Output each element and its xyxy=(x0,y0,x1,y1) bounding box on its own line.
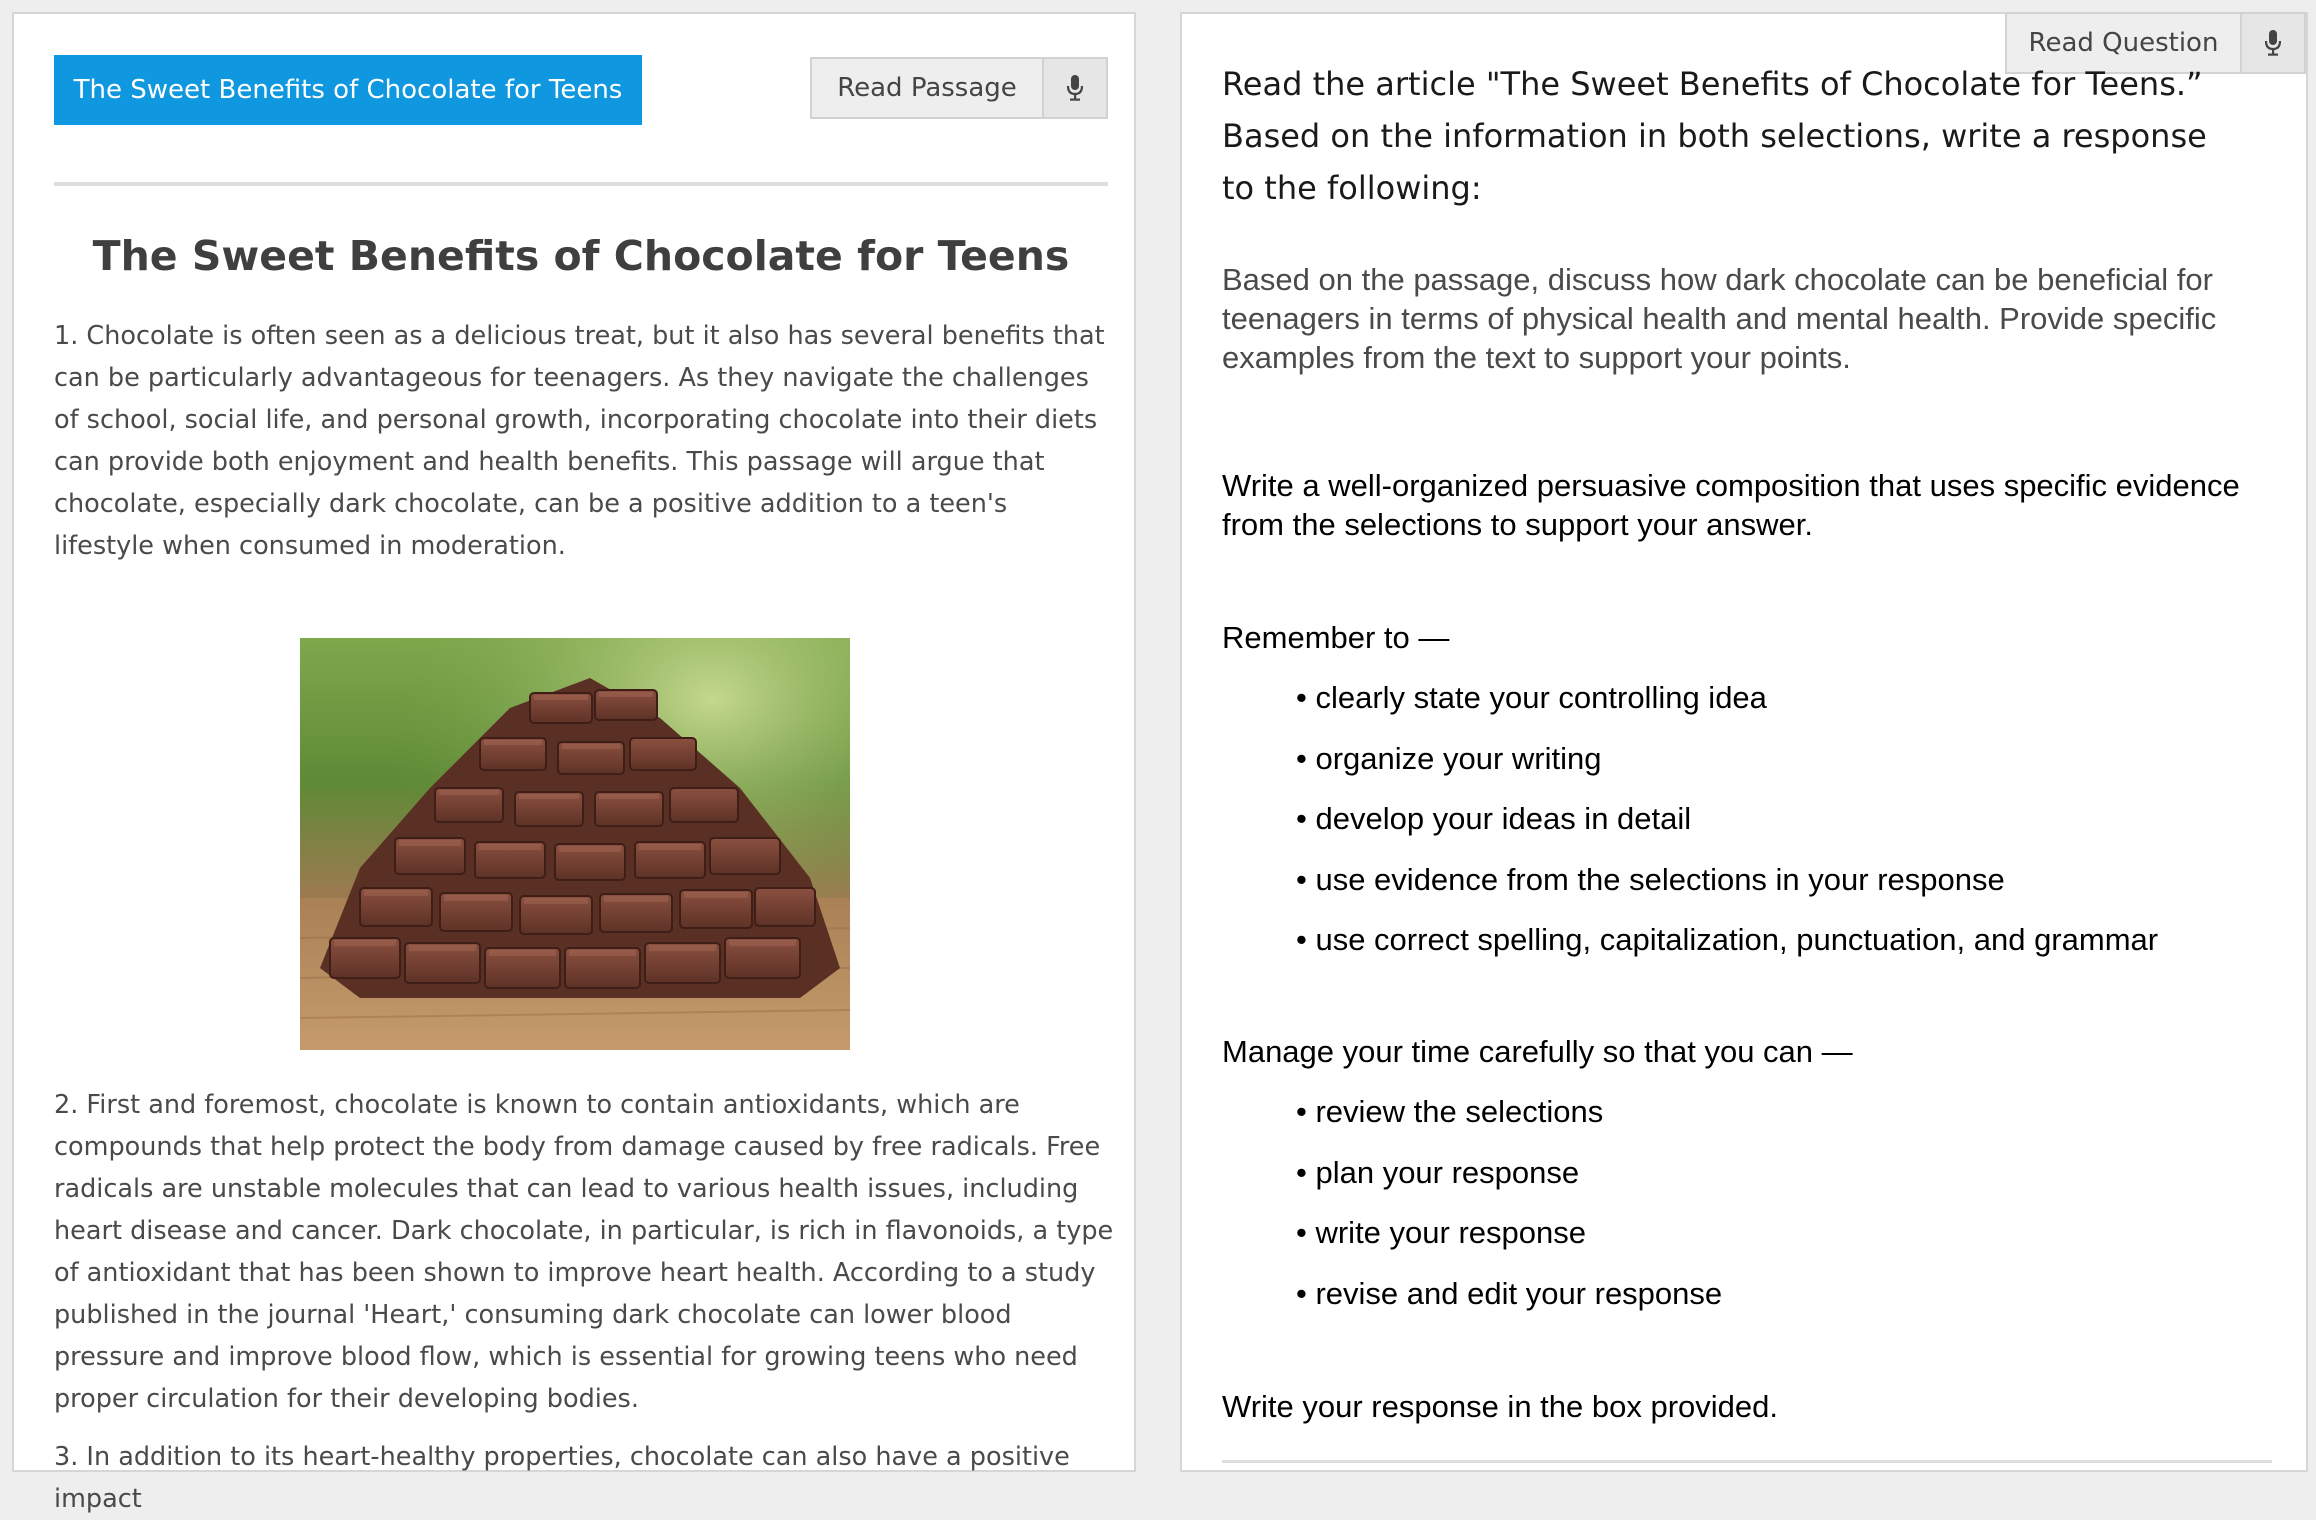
passage-title-tab[interactable]: The Sweet Benefits of Chocolate for Teens xyxy=(54,55,642,125)
passage-heading: The Sweet Benefits of Chocolate for Teens xyxy=(92,232,1070,280)
header-divider xyxy=(54,182,1108,186)
manage-time-heading: Manage your time carefully so that you can — xyxy=(1222,1034,1853,1069)
question-mic-button[interactable] xyxy=(2240,14,2304,72)
question-prompt: Based on the passage, discuss how dark chocolate can be beneficial for teenagers in terms of physical health and mental health. Provide specific examples from the text to support your points. xyxy=(1222,262,2217,375)
question-instructions: Write a well-organized persuasive composition that uses specific evidence from the selections to support your answer. xyxy=(1222,468,2240,542)
chocolate-pile-illustration xyxy=(300,638,850,1050)
list-item: • write your response xyxy=(1296,1215,1586,1250)
passage-paragraph-2: 2. First and foremost, chocolate is known to contain antioxidants, which are compounds that help protect the body from damage caused by free radicals. Free radicals are unstable molecules that can lead to various health issues, including heart disease and cancer. Dark chocolate, in particular, is rich in flavonoids, a type of antioxidant that has been shown to improve heart health. According to a study published in the journal 'Heart,' consuming dark chocolate can lower blood pressure and improve blood flow, which is essential for growing teens who need proper circulation for their developing bodies. xyxy=(54,1090,1114,1414)
question-intro: Read the article "The Sweet Benefits of Chocolate for Teens.” Based on the information in both selections, write a response to the following: xyxy=(1222,65,2207,207)
passage-mic-button[interactable] xyxy=(1042,59,1106,117)
list-item: • use correct spelling, capitalization, punctuation, and grammar xyxy=(1296,922,2159,957)
remember-list xyxy=(1296,678,2158,981)
passage-paragraph-1: 1. Chocolate is often seen as a delicious treat, but it also has several benefits that can be particularly advantageous for teenagers. As they navigate the challenges of school, social life, and personal growth, incorporating chocolate into their diets can provide both enjoyment and health benefits. This passage will argue that chocolate, especially dark chocolate, can be a positive addition to a teen's lifestyle when consumed in moderation. xyxy=(54,321,1105,561)
manage-time-list xyxy=(1296,1092,1722,1334)
list-item: • clearly state your controlling idea xyxy=(1296,680,1767,715)
response-box-top-border xyxy=(1222,1460,2272,1463)
read-passage-button[interactable]: Read Passage xyxy=(812,59,1042,117)
list-item: • revise and edit your response xyxy=(1296,1275,1723,1311)
microphone-icon xyxy=(1066,75,1084,101)
read-question-button[interactable]: Read Question xyxy=(2007,14,2240,72)
list-item: • use evidence from the selections in your response xyxy=(1296,861,2005,897)
chocolate-image xyxy=(300,638,850,1050)
list-item: • develop your ideas in detail xyxy=(1296,801,1692,836)
list-item: • plan your response xyxy=(1296,1154,1580,1190)
passage-paragraph-3: 3. In addition to its heart-healthy properties, chocolate can also have a positive impact xyxy=(54,1442,1070,1514)
list-item: • review the selections xyxy=(1296,1094,1604,1129)
closing-instruction: Write your response in the box provided. xyxy=(1222,1389,1779,1424)
remember-heading: Remember to — xyxy=(1222,620,1450,655)
passage-panel xyxy=(12,12,1136,1514)
microphone-icon xyxy=(2264,30,2282,56)
list-item: • organize your writing xyxy=(1296,740,1602,776)
read-passage-control xyxy=(810,57,1108,119)
question-panel xyxy=(1180,12,2308,1472)
